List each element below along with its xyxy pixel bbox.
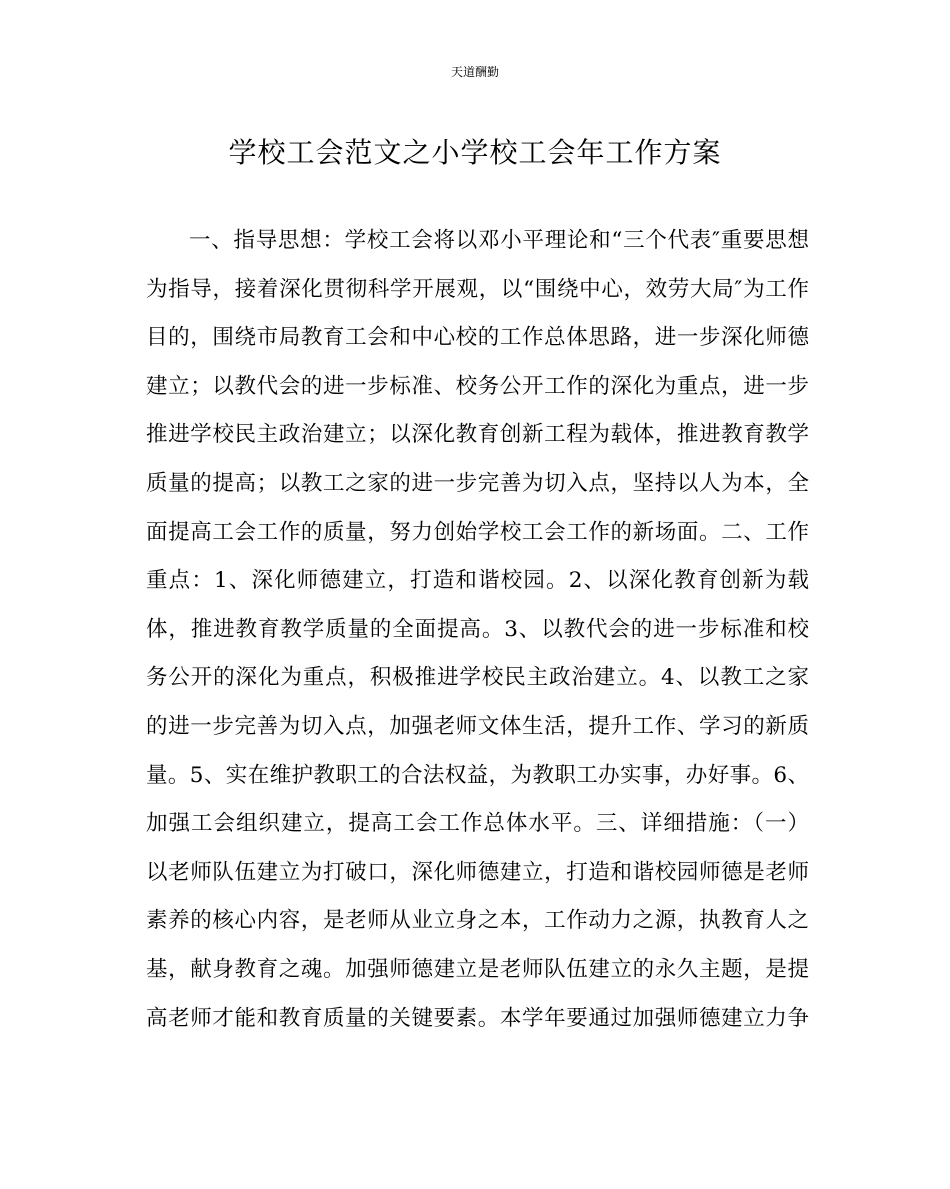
body-line: 推进学校民主政治建立；以深化教育创新工程为载体，推进教育教学 [146, 422, 809, 448]
body-line: 素养的核心内容，是老师从业立身之本，工作动力之源，执教育人之 [146, 908, 809, 934]
body-line: 加强工会组织建立，提高工会工作总体水平。三、详细措施：（一） [146, 811, 809, 837]
body-line: 为指导，接着深化贯彻科学开展观，以“围绕中心，效劳大局″为工作 [146, 276, 809, 302]
body-line: 质量的提高；以教工之家的进一步完善为切入点，坚持以人为本，全 [146, 470, 809, 496]
body-line: 面提高工会工作的质量，努力创始学校工会工作的新场面。二、工作 [146, 519, 809, 545]
body-line: 一、指导思想：学校工会将以邓小平理论和“三个代表″重要思想 [189, 228, 809, 253]
body-line: 务公开的深化为重点，积极推进学校民主政治建立。4、以教工之家 [146, 665, 809, 691]
body-line: 高老师才能和教育质量的关键要素。本学年要通过加强师德建立力争 [146, 1005, 809, 1031]
document-body [146, 217, 809, 1043]
body-line: 目的，围绕市局教育工会和中心校的工作总体思路，进一步深化师德 [146, 325, 809, 351]
document-title: 学校工会范文之小学校工会年工作方案 [228, 136, 722, 169]
body-line: 以老师队伍建立为打破口，深化师德建立，打造和谐校园师德是老师 [146, 859, 809, 885]
body-line: 基，献身教育之魂。加强师德建立是老师队伍建立的永久主题，是提 [146, 956, 809, 982]
page-header: 天道酬勤 [450, 65, 499, 79]
body-line: 体，推进教育教学质量的全面提高。3、以教代会的进一步标准和校 [146, 616, 809, 642]
body-line: 建立；以教代会的进一步标准、校务公开工作的深化为重点，进一步 [146, 373, 809, 399]
body-line: 量。5、实在维护教职工的合法权益，为教职工办实事，办好事。6、 [146, 762, 809, 788]
body-line: 的进一步完善为切入点，加强老师文体生活，提升工作、学习的新质 [146, 713, 809, 739]
body-line: 重点：1、深化师德建立，打造和谐校园。2、以深化教育创新为载 [146, 568, 809, 594]
